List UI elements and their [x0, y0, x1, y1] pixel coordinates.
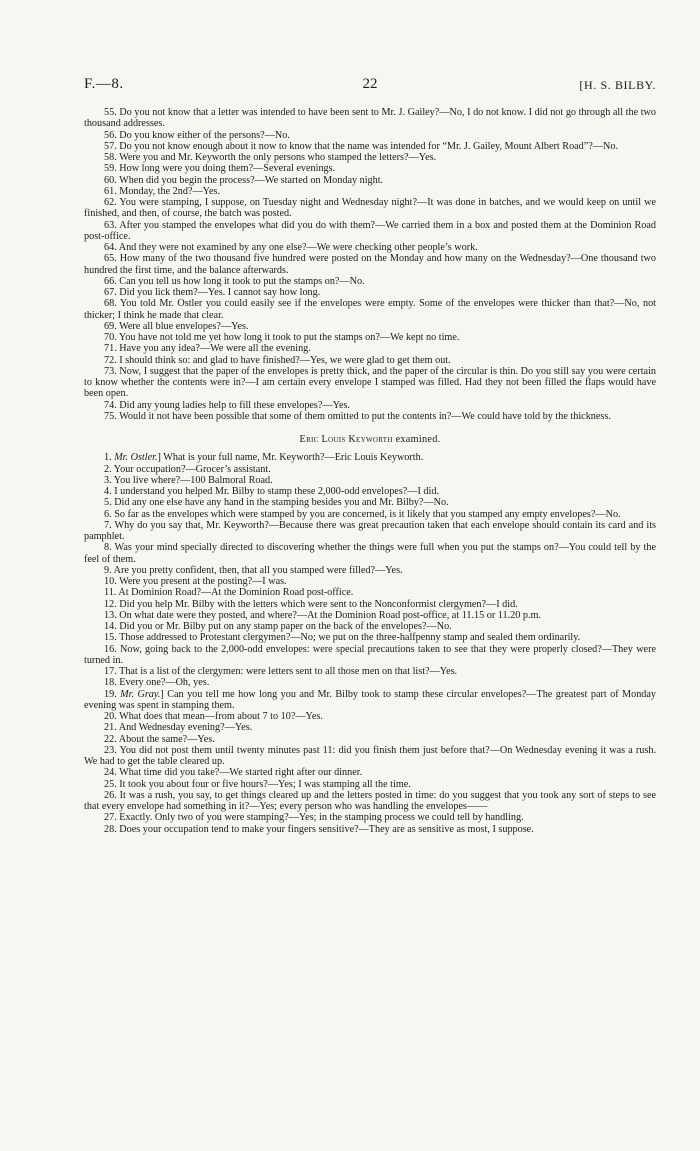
- question-paragraph: 58. Were you and Mr. Keyworth the only persons who stamped the letters?—Yes.: [104, 152, 437, 163]
- question-text: 12. Did you help Mr. Bilby with the letters which were sent to the Nonconformist clergymen?—I did.: [104, 598, 518, 610]
- question-paragraph: 57. Do you not know enough about it now to know that the name was intended for “Mr. J. Gailey, Mount Albert Road”?—No.: [104, 140, 619, 152]
- question-paragraph: [84, 565, 656, 576]
- question-text: 14. Did you or Mr. Bilby put on any stamp paper on the back of the envelopes?—No.: [104, 621, 452, 632]
- question-paragraph: 62. You were stamping, I suppose, on Tuesday night and Wednesday night?—It was done in batches, and we would keep on until we finished, and then, of course, the batch was posted.: [84, 197, 656, 220]
- question-text: 26. It was a rush, you say, to get things cleared up and the letters posted in time: do you suggest that you took any sort of steps to see that every envelope had something in it?—Yes; every person who was handling the envelopes——: [84, 789, 656, 812]
- question-paragraph: 66. Can you tell us how long it took to put the stamps on?—No.: [104, 275, 365, 287]
- question-paragraph: 64. And they were not examined by any one else?—We were checking other people’s work.: [104, 242, 478, 253]
- questions-section-keyworth: [84, 452, 656, 835]
- page-header: [84, 76, 656, 98]
- question-paragraph: 75. Would it not have been possible that some of them omitted to put the contents in?—We could have told by the thickness.: [104, 410, 611, 422]
- examiner-name: Mr. Ostler.: [114, 452, 158, 464]
- question-text: 23. You did not post them until twenty minutes past 11: did you finish them just before that?—On Wednesday evening it was a rush. We had to get the table cleared up.: [84, 744, 656, 767]
- question-paragraph: 55. Do you not know that a letter was intended to have been sent to Mr. J. Gailey?—No, I do not know. I did not go through all the two thousand addresses.: [84, 107, 656, 130]
- question-paragraph: [84, 666, 656, 677]
- witness-name: [H. S. BILBY.: [579, 78, 656, 92]
- question-paragraph: [84, 475, 656, 486]
- question-paragraph: [84, 767, 656, 778]
- question-paragraph: [84, 610, 656, 621]
- question-paragraph: [84, 734, 656, 745]
- question-paragraph: [84, 542, 656, 565]
- question-text: 18. Every one?—Oh, yes.: [104, 677, 210, 689]
- question-text: 11. At Dominion Road?—At the Dominion Road post-office.: [104, 587, 354, 599]
- question-paragraph: [84, 587, 656, 598]
- question-paragraph: [84, 812, 656, 823]
- question-paragraph: [84, 632, 656, 643]
- question-paragraph: 61. Monday, the 2nd?—Yes.: [104, 185, 221, 197]
- question-paragraph: 68. You told Mr. Ostler you could easily see if the envelopes were empty. Some of the envelopes were thicker than that?—No, not thicker; I think he made that clear.: [84, 298, 656, 321]
- paper-reference: F.—8.: [84, 76, 124, 92]
- question-paragraph: [84, 677, 656, 688]
- question-text: 17. That is a list of the clergymen: were letters sent to all those men on that list?—Yes.: [104, 666, 458, 677]
- question-text: 15. Those addressed to Protestant clergymen?—No; we put on the three-halfpenny stamp and sealed them ordinarily.: [104, 632, 581, 644]
- witness-heading-suffix: examined.: [392, 434, 441, 445]
- question-text: 21. And Wednesday evening?—Yes.: [104, 722, 253, 734]
- question-paragraph: 65. How many of the two thousand five hundred were posted on the Monday and how many on the Wednesday?—One thousand two hundred the first time, and the balance afterwards.: [84, 253, 656, 276]
- question-paragraph: [84, 644, 656, 667]
- question-paragraph: [84, 464, 656, 475]
- question-paragraph: 70. You have not told me yet how long it took to put the stamps on?—We kept no time.: [104, 332, 460, 343]
- question-paragraph: [84, 711, 656, 722]
- question-paragraph: [84, 599, 656, 610]
- witness-heading-name: Eric Louis Keyworth: [299, 434, 393, 445]
- question-paragraph: [84, 486, 656, 497]
- question-paragraph: 73. Now, I suggest that the paper of the envelopes is pretty thick, and the paper of the circular is thin. Do you still say you were certain to know whether the contents were in?—I am certain every envelope I stamped was filled. Had they not been filled the flaps would have been open.: [84, 365, 656, 400]
- question-text: 10. Were you present at the posting?—I was.: [104, 576, 287, 587]
- question-paragraph: 69. Were all blue envelopes?—Yes.: [104, 320, 249, 332]
- question-paragraph: [84, 779, 656, 790]
- question-paragraph: [84, 824, 656, 835]
- question-text: 13. On what date were they posted, and where?—At the Dominion Road post-office, at 11.15 or 11.20 p.m.: [104, 609, 542, 621]
- question-paragraph: 67. Did you lick them?—Yes. I cannot say how long.: [104, 287, 321, 298]
- question-paragraph: 60. When did you begin the process?—We started on Monday night.: [104, 174, 384, 186]
- question-paragraph: 74. Did any young ladies help to fill these envelopes?—Yes.: [104, 399, 350, 411]
- questions-section-bilby: [84, 107, 656, 422]
- question-text: 2. Your occupation?—Grocer’s assistant.: [104, 463, 271, 475]
- question-paragraph: [84, 689, 656, 712]
- question-text: 8. Was your mind specially directed to discovering whether the things were full when you put the stamps on?—You could tell by the feel of them.: [84, 542, 656, 565]
- question-text: 22. About the same?—Yes.: [104, 733, 215, 745]
- question-text: 28. Does your occupation tend to make your fingers sensitive?—They are as sensitive as most, I suppose.: [104, 823, 534, 835]
- question-text: 9. Are you pretty confident, then, that all you stamped were filled?—Yes.: [104, 564, 403, 576]
- question-number: 19.: [104, 688, 121, 700]
- question-text: 3. You live where?—100 Balmoral Road.: [104, 474, 273, 486]
- question-text: 27. Exactly. Only two of you were stamping?—Yes; in the stamping process we could tell by handling.: [104, 812, 524, 824]
- question-paragraph: 72. I should think so: and glad to have finished?—Yes, we were glad to get them out.: [104, 354, 451, 366]
- question-text: 7. Why do you say that, Mr. Keyworth?—Because there was great precaution taken that each envelope should contain its card and its pamphlet.: [84, 519, 656, 542]
- question-paragraph: [84, 520, 656, 543]
- question-text: ] What is your full name, Mr. Keyworth?—Eric Louis Keyworth.: [157, 452, 424, 464]
- question-paragraph: 71. Have you any idea?—We were all the evening.: [104, 343, 311, 355]
- question-text: 5. Did any one else have any hand in the stamping besides you and Mr. Bilby?—No.: [104, 497, 449, 509]
- question-text: 25. It took you about four or five hours?—Yes; I was stamping all the time.: [104, 778, 411, 790]
- question-paragraph: [84, 745, 656, 768]
- question-paragraph: 59. How long were you doing them?—Several evenings.: [104, 163, 336, 175]
- question-text: 4. I understand you helped Mr. Bilby to stamp these 2,000-odd envelopes?—I did.: [104, 486, 439, 497]
- question-text: 6. So far as the envelopes which were stamped by you are concerned, is it likely that you stamped any empty envelopes?—No.: [104, 508, 621, 520]
- question-paragraph: [84, 509, 656, 520]
- question-paragraph: [84, 497, 656, 508]
- question-text: 24. What time did you take?—We started right after our dinner.: [104, 767, 363, 779]
- examination-heading: [84, 434, 656, 445]
- question-paragraph: [84, 452, 656, 463]
- question-number: 1.: [104, 452, 115, 464]
- question-paragraph: [84, 722, 656, 733]
- question-text: ] Can you tell me how long you and Mr. Bilby took to stamp these circular envelopes?—The greatest part of Monday evening was spent in stamping them.: [84, 688, 656, 711]
- question-text: 16. Now, going back to the 2,000-odd envelopes: were special precautions taken to see that they were properly closed?—They were turned in.: [84, 643, 656, 666]
- question-paragraph: 56. Do you know either of the persons?—No.: [104, 129, 290, 141]
- page-number: 22: [362, 76, 378, 92]
- question-paragraph: [84, 790, 656, 813]
- document-body: [84, 107, 656, 835]
- question-paragraph: 63. After you stamped the envelopes what did you do with them?—We carried them in a box and posted them at the Dominion Road post-office.: [84, 219, 656, 242]
- examiner-name: Mr. Gray.: [120, 688, 161, 700]
- question-paragraph: [84, 576, 656, 587]
- question-paragraph: [84, 621, 656, 632]
- question-text: 20. What does that mean—from about 7 to 10?—Yes.: [104, 711, 323, 722]
